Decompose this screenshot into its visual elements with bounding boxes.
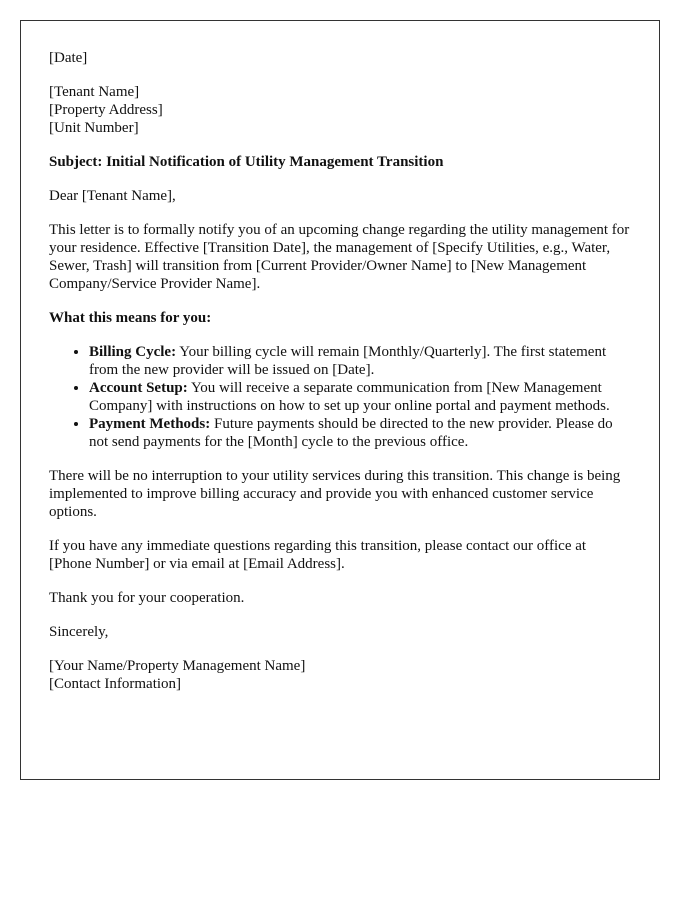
list-item-title: Payment Methods: [89, 416, 211, 432]
list-item-text: Your billing cycle will remain [Monthly/Quarterly]. The first statement from the new provider will be issued on [Date]. [89, 344, 607, 378]
list-item-account-setup [89, 379, 631, 415]
recipient-name: [Tenant Name] [49, 84, 140, 100]
closing-line: Sincerely, [49, 624, 109, 640]
recipient-address: [Property Address] [49, 102, 163, 118]
list-item-text: Future payments should be directed to the new provider. Please do not send payments for the [Month] cycle to the previous office. [89, 416, 613, 450]
list-item-text: You will receive a separate communication from [New Management Company] with instructions on how to set up your online portal and payment methods. [89, 380, 610, 414]
list-item-payment-methods [89, 415, 631, 451]
signature-name: [Your Name/Property Management Name] [49, 658, 306, 674]
recipient-unit: [Unit Number] [49, 120, 139, 136]
signature-block [49, 657, 631, 693]
thanks-line: Thank you for your cooperation. [49, 590, 245, 606]
section-heading: What this means for you: [49, 310, 212, 326]
letter-subject: Subject: Initial Notification of Utility Management Transition [49, 154, 444, 170]
letter-date: [Date] [49, 50, 88, 66]
details-list [49, 343, 631, 451]
signature-contact: [Contact Information] [49, 676, 182, 692]
list-item-title: Account Setup: [89, 380, 188, 396]
list-item-billing-cycle [89, 343, 631, 379]
intro-paragraph: This letter is to formally notify you of an upcoming change regarding the utility management for your residence. Effective [Transition Date], the management of [Specify Utilities, e.g., Water, Sewer, Trash] will transition from [Current Provider/Owner Name] to [New Management Company/Service Provider Name]. [49, 222, 630, 292]
recipient-block [49, 83, 631, 137]
list-item-title: Billing Cycle: [89, 344, 177, 360]
salutation: Dear [Tenant Name], [49, 188, 176, 204]
continuity-paragraph: There will be no interruption to your utility services during this transition. This change is being implemented to improve billing accuracy and provide you with enhanced customer service options. [49, 468, 621, 520]
letter-container [20, 20, 660, 780]
contact-paragraph: If you have any immediate questions regarding this transition, please contact our office at [Phone Number] or via email at [Email Address]. [49, 538, 587, 572]
